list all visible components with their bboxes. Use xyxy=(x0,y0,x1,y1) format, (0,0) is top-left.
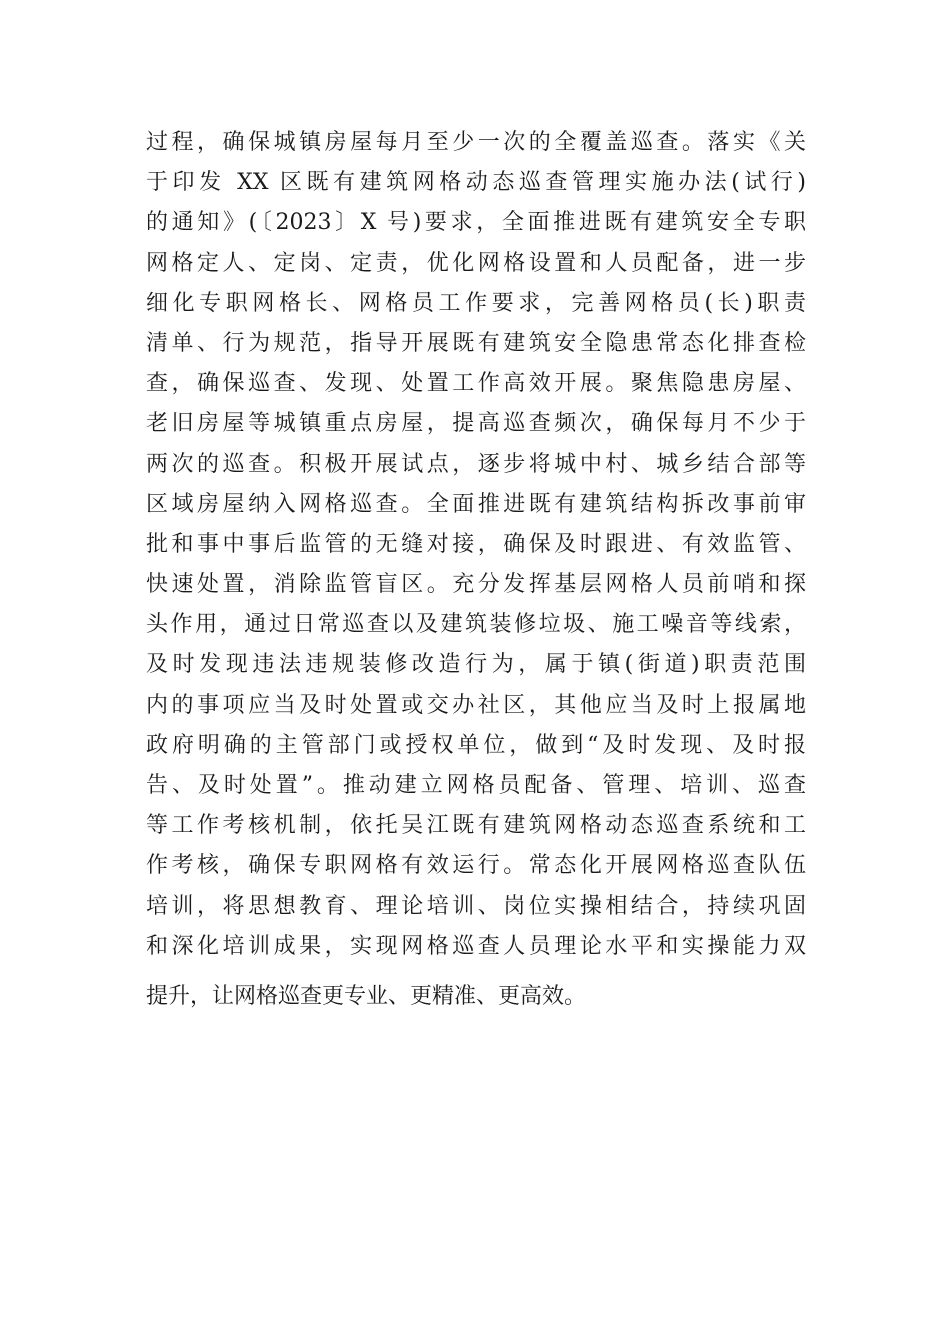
text-line: 及时发现违法违规装修改造行为，属于镇(街道)职责范围 xyxy=(146,652,806,678)
text-line: 于印发 XX 区既有建筑网格动态巡查管理实施办法(试行) xyxy=(146,170,806,196)
text-line: 提升，让网格巡查更专业、更精准、更高效。 xyxy=(146,983,587,1009)
text-line: 快速处置，消除监管盲区。充分发挥基层网格人员前哨和探 xyxy=(146,572,806,598)
text-line: 等工作考核机制，依托吴江既有建筑网格动态巡查系统和工 xyxy=(146,813,806,839)
text-line: 内的事项应当及时处置或交办社区，其他应当及时上报属地 xyxy=(146,692,806,718)
text-line: 的通知》(〔2023〕X 号)要求，全面推进既有建筑安全专职 xyxy=(146,210,806,236)
text-line: 政府明确的主管部门或授权单位，做到“及时发现、及时报 xyxy=(146,732,806,758)
text-line: 查，确保巡查、发现、处置工作高效开展。聚焦隐患房屋、 xyxy=(146,371,806,397)
text-line: 老旧房屋等城镇重点房屋，提高巡查频次，确保每月不少于 xyxy=(146,411,806,437)
text-line: 头作用，通过日常巡查以及建筑装修垃圾、施工噪音等线索， xyxy=(146,612,806,638)
text-line: 清单、行为规范，指导开展既有建筑安全隐患常态化排查检 xyxy=(146,330,806,356)
text-line: 过程，确保城镇房屋每月至少一次的全覆盖巡查。落实《关 xyxy=(146,130,806,155)
text-line: 和深化培训成果，实现网格巡查人员理论水平和实操能力双 xyxy=(146,933,806,959)
text-line: 批和事中事后监管的无缝对接，确保及时跟进、有效监管、 xyxy=(146,531,806,557)
text-line: 区域房屋纳入网格巡查。全面推进既有建筑结构拆改事前审 xyxy=(146,491,806,517)
body-paragraph xyxy=(146,123,806,1017)
text-line: 作考核，确保专职网格有效运行。常态化开展网格巡查队伍 xyxy=(146,853,806,879)
text-line: 两次的巡查。积极开展试点，逐步将城中村、城乡结合部等 xyxy=(146,451,806,477)
text-line: 细化专职网格长、网格员工作要求，完善网格员(长)职责 xyxy=(146,290,806,316)
text-line: 告、及时处置”。推动建立网格员配备、管理、培训、巡查 xyxy=(146,773,806,798)
text-line: 培训，将思想教育、理论培训、岗位实操相结合，持续巩固 xyxy=(146,893,806,919)
text-line: 网格定人、定岗、定责，优化网格设置和人员配备，进一步 xyxy=(146,250,806,276)
